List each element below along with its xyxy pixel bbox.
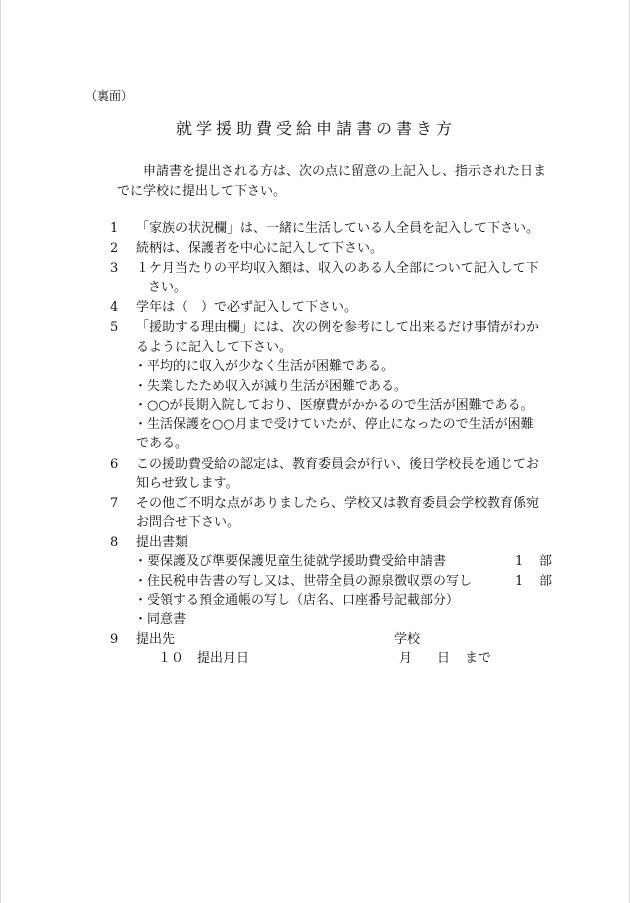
item-number: 7 bbox=[110, 496, 119, 511]
submission-date-label: １０ 提出月日 bbox=[158, 651, 250, 666]
example-text: ・○○が長期入院しており、医療費がかかるので生活が困難である。 bbox=[134, 398, 534, 413]
school-label: 学校 bbox=[394, 632, 421, 647]
item-text: 「家族の状況欄」は、一緒に生活している人全員を記入して下さい。 bbox=[136, 221, 540, 236]
item-text-continued: お問合せ下さい。 bbox=[136, 515, 241, 530]
reverse-side-label: （裏面） bbox=[85, 89, 134, 103]
item-10 bbox=[1, 649, 630, 668]
item-7 bbox=[1, 494, 630, 513]
item-text: その他ご不明な点がありましたら、学校又は教育委員会学校教育係宛 bbox=[136, 496, 540, 511]
item-number: 2 bbox=[110, 241, 119, 256]
document-quantity: 1 bbox=[515, 554, 524, 569]
item-number: 1 bbox=[110, 221, 119, 236]
item-number: 3 bbox=[110, 261, 119, 276]
day-label: 日 bbox=[437, 651, 451, 666]
item-5 bbox=[1, 318, 630, 337]
item-text-continued: るように記入して下さい。 bbox=[136, 340, 293, 355]
item-1 bbox=[1, 219, 630, 238]
item-text: 「援助する理由欄」には、次の例を参考にして出来るだけ事情がわか bbox=[136, 320, 540, 335]
example-text: ・生活保護を○○月まで受けていたが、停止になったので生活が困難 bbox=[134, 417, 534, 432]
document-unit: 部 bbox=[539, 574, 553, 589]
item-8 bbox=[1, 533, 630, 552]
item-text: 続柄は、保護者を中心に記入して下さい。 bbox=[136, 241, 384, 256]
example-4-continued bbox=[1, 434, 630, 453]
month-label: 月 bbox=[399, 651, 413, 666]
item-number: 6 bbox=[110, 457, 119, 472]
example-3 bbox=[1, 396, 630, 415]
item-text: １ケ月当たりの平均収入額は、収入のある人全部について記入して下 bbox=[136, 261, 539, 276]
until-label: まで bbox=[465, 651, 492, 666]
document-quantity: 1 bbox=[515, 574, 524, 589]
item-text: 学年は（ ）で必ず記入して下さい。 bbox=[136, 300, 358, 315]
example-2 bbox=[1, 377, 630, 396]
item-text: 提出書類 bbox=[136, 535, 189, 550]
item-text-continued: 知らせ致します。 bbox=[136, 476, 239, 491]
intro-paragraph bbox=[117, 162, 557, 202]
item-6 bbox=[1, 455, 630, 474]
item-4 bbox=[1, 298, 630, 317]
page-title: 就学援助費受給申請書の書き方 bbox=[175, 119, 456, 138]
document-row-2 bbox=[1, 572, 630, 591]
example-1 bbox=[1, 357, 630, 376]
document-name: ・受領する預金通帳の写し（店名、口座番号記載部分） bbox=[134, 593, 460, 608]
item-7-continued bbox=[1, 513, 630, 532]
example-text: ・失業したため収入が減り生活が困難である。 bbox=[134, 379, 408, 394]
item-number: 4 bbox=[110, 300, 119, 315]
item-2 bbox=[1, 239, 630, 258]
item-text: 提出先 bbox=[136, 632, 176, 647]
document-unit: 部 bbox=[539, 554, 553, 569]
intro-line-1: 申請書を提出される方は、次の点に留意の上記入し、指示された日ま bbox=[143, 164, 547, 179]
document-name: ・住民税申告書の写し又は、世帯全員の源泉徴収票の写し bbox=[134, 574, 473, 589]
item-6-continued bbox=[1, 474, 630, 493]
document-name: ・同意書 bbox=[134, 612, 187, 627]
item-3 bbox=[1, 259, 630, 278]
item-text-continued: さい。 bbox=[148, 280, 188, 295]
item-number: 9 bbox=[110, 632, 119, 647]
item-number: 8 bbox=[110, 535, 119, 550]
item-text: この援助費受給の認定は、教育委員会が行い、後日学校長を通じてお bbox=[136, 457, 540, 472]
document-name: ・要保護及び準要保護児童生徒就学援助費受給申請書 bbox=[134, 554, 447, 569]
intro-line-2: でに学校に提出して下さい。 bbox=[117, 184, 287, 199]
example-4 bbox=[1, 415, 630, 434]
example-text: ・平均的に収入が少なく生活が困難である。 bbox=[134, 359, 395, 374]
item-number: 5 bbox=[110, 320, 119, 335]
example-text-continued: である。 bbox=[136, 436, 189, 451]
item-5-continued bbox=[1, 338, 630, 357]
item-9 bbox=[1, 630, 630, 649]
document-row-4 bbox=[1, 610, 630, 629]
item-3-continued bbox=[1, 278, 630, 297]
document-row-1 bbox=[1, 552, 630, 571]
document-row-3 bbox=[1, 591, 630, 610]
